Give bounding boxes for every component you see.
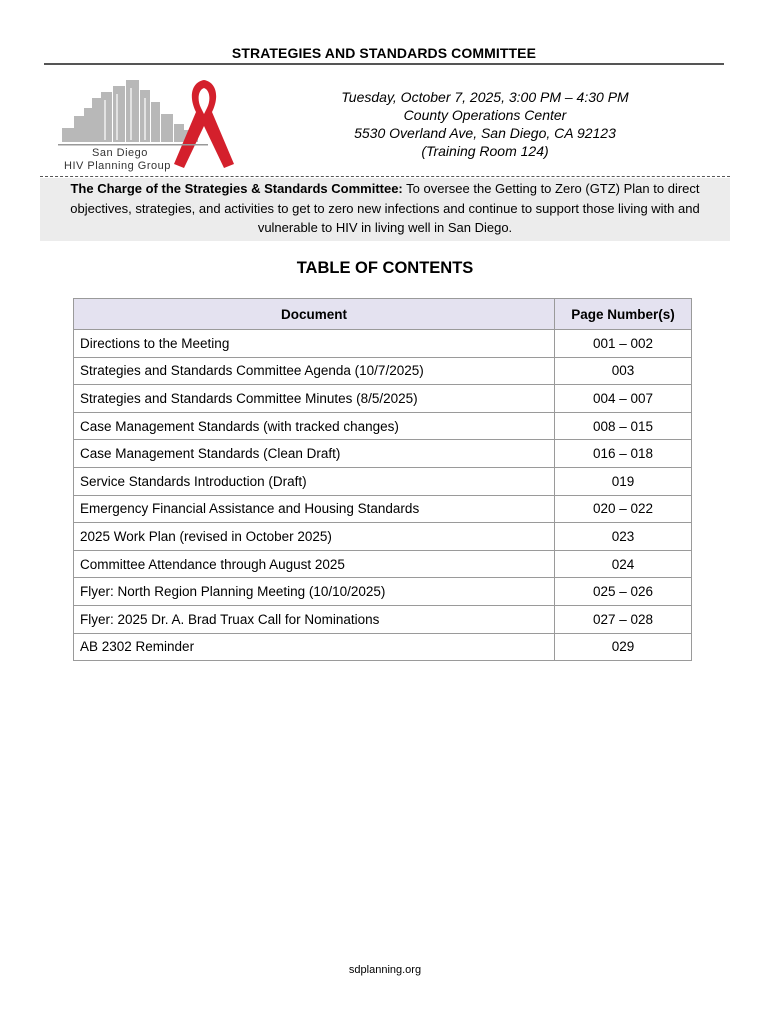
committee-title: STRATEGIES AND STANDARDS COMMITTEE [231,45,537,61]
logo-line2: HIV Planning Group [64,160,171,172]
page-numbers: 024 [555,550,692,578]
document-name: Case Management Standards (with tracked changes) [74,412,555,440]
table-row [74,467,692,495]
toc-heading: TABLE OF CONTENTS [296,259,474,277]
page-numbers: 025 – 026 [555,578,692,606]
page-numbers: 016 – 018 [555,440,692,468]
table-row [74,523,692,551]
table-row [74,357,692,385]
table-row [74,412,692,440]
meeting-location: County Operations Center [403,107,567,123]
meeting-room: (Training Room 124) [421,143,549,159]
document-name: Strategies and Standards Committee Minutes (8/5/2025) [74,385,555,413]
logo-line1: San Diego [92,147,148,159]
meeting-date: Tuesday, October 7, 2025, 3:00 PM – 4:30 PM [341,89,629,105]
document-name: AB 2302 Reminder [74,633,555,661]
page-numbers: 023 [555,523,692,551]
page-numbers: 020 – 022 [555,495,692,523]
table-row [74,440,692,468]
document-name: Emergency Financial Assistance and Housing Standards [74,495,555,523]
table-row [74,605,692,633]
table-row [74,633,692,661]
table-row [74,495,692,523]
page-numbers: 004 – 007 [555,385,692,413]
charge-text: To oversee the Getting to Zero (GTZ) Plan to direct objectives, strategies, and activities to get to zero new infections and continue to support those living with and vulnerable to HIV in living well in San Diego. [70,181,700,235]
document-name: Case Management Standards (Clean Draft) [74,440,555,468]
page-numbers: 008 – 015 [555,412,692,440]
page-numbers: 003 [555,357,692,385]
page-numbers: 029 [555,633,692,661]
table-row [74,578,692,606]
document-name: Service Standards Introduction (Draft) [74,467,555,495]
col-pages-header: Page Number(s) [555,299,692,330]
meeting-info [300,88,670,160]
document-name: Flyer: North Region Planning Meeting (10/10/2025) [74,578,555,606]
document-name: Directions to the Meeting [74,330,555,358]
sdhpg-logo [56,70,236,174]
title-divider [44,63,724,65]
footer-website[interactable]: sdplanning.org [348,964,422,976]
page-numbers: 027 – 028 [555,605,692,633]
document-name: 2025 Work Plan (revised in October 2025) [74,523,555,551]
document-name: Strategies and Standards Committee Agenda (10/7/2025) [74,357,555,385]
meeting-address: 5530 Overland Ave, San Diego, CA 92123 [354,125,616,141]
table-row [74,330,692,358]
committee-charge [40,178,730,241]
toc-header-row [74,299,692,330]
charge-label: The Charge of the Strategies & Standards Committee: [70,181,403,196]
toc-table [73,298,692,661]
table-row [74,550,692,578]
document-name: Committee Attendance through August 2025 [74,550,555,578]
page-numbers: 001 – 002 [555,330,692,358]
page-numbers: 019 [555,467,692,495]
table-row [74,385,692,413]
info-divider [40,176,730,177]
col-document-header: Document [74,299,555,330]
document-name: Flyer: 2025 Dr. A. Brad Truax Call for Nominations [74,605,555,633]
